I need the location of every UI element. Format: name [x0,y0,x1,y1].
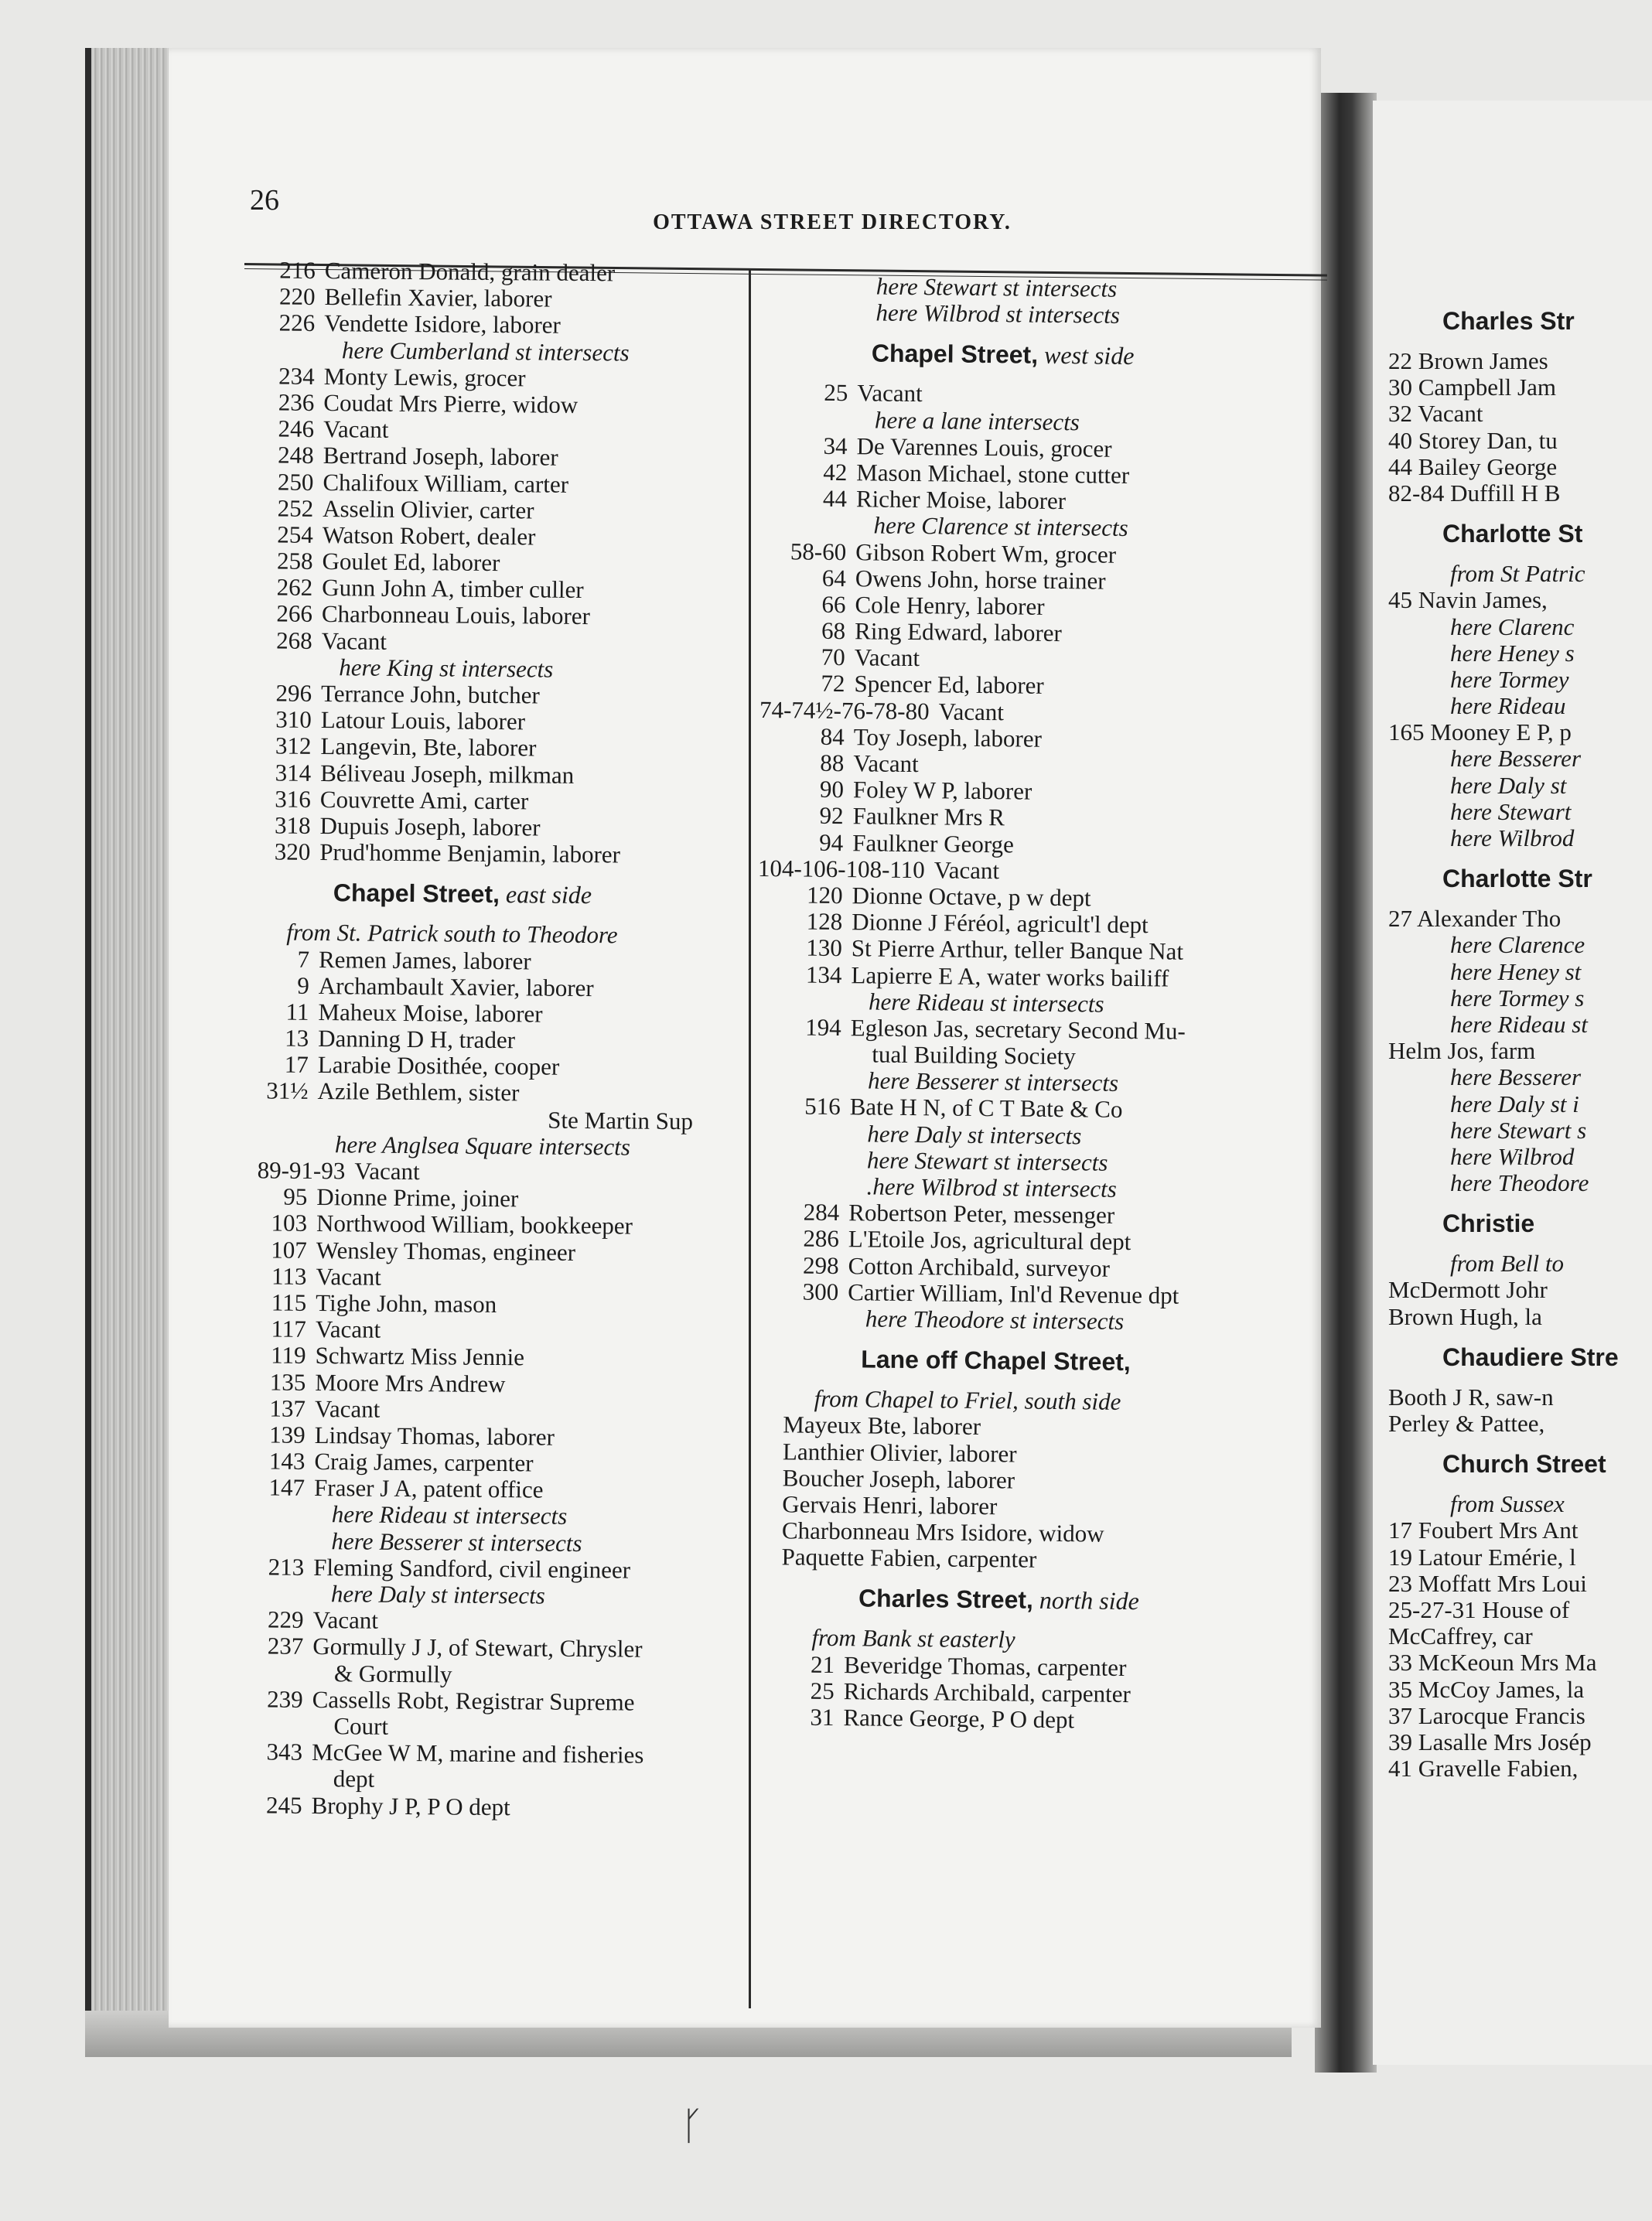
resident-name: Terrance John, butcher [320,680,540,709]
intersection-note: here Clarence st intersects [873,511,1128,542]
house-number: 250 [277,468,314,496]
resident-name: Vacant [853,749,919,778]
intersection-note: from Sussex [1450,1490,1565,1518]
entry-continuation: tual Building Society [872,1040,1077,1070]
street-range: from Chapel to Friel, south side [814,1384,1121,1416]
house-number: 25 [810,1677,835,1704]
directory-entry [225,838,736,869]
house-number: 119 [271,1341,306,1370]
intersection-note: here Besserer st intersects [867,1066,1119,1097]
intersection-note: from Bell to [1450,1250,1564,1278]
street-title: Lane off Chapel Street, [861,1345,1131,1377]
intersection-note: here Rideau [1450,692,1566,720]
house-number: 194 [805,1013,841,1041]
house-number: 254 [277,520,314,548]
resident-name: Lapierre E A, water works bailiff [851,960,1169,992]
street-heading: Christie [1442,1209,1535,1238]
resident-name: De Varennes Louis, grocer [856,432,1112,462]
intersection-note: .here Wilbrod st intersects [866,1172,1117,1203]
directory-entry [217,1738,728,1769]
house-number: 92 [819,802,844,830]
street-heading: Church Street [1442,1450,1606,1479]
house-number: 89-91-93 [257,1156,346,1185]
street-heading: Charles Str [1442,307,1575,335]
resident-name: Vacant [934,856,1000,884]
resident-name: Archambault Xavier, laborer [318,971,594,1001]
resident-name: Vacant [321,626,387,655]
house-number: 9 [297,971,309,999]
intersection-note: here Wilbrod st intersects [875,299,1121,329]
resident-name: Fraser J A, patent office [313,1474,544,1503]
directory-entry [220,1474,730,1505]
street-title: Chapel Street, [871,339,1039,370]
directory-entry: Mayeux Bte, laborer [783,1411,981,1441]
house-number: 139 [269,1421,305,1448]
resident-name: Wensley Thomas, engineer [316,1236,576,1266]
house-number: 262 [276,573,313,602]
resident-name: Spencer Ed, laborer [854,670,1044,700]
resident-name: L'Etoile Jos, agricultural dept [848,1225,1131,1256]
house-number: 103 [271,1209,308,1237]
house-number: 128 [806,907,843,936]
street-range: from Bank st easterly [811,1624,1015,1653]
house-number: 107 [271,1236,307,1264]
resident-name: Vacant [854,643,920,672]
intersection-note: here Theodore st intersects [865,1305,1125,1335]
intersection-note: from St Patric [1450,560,1585,588]
resident-name: Danning D H, trader [318,1025,516,1054]
house-number: 239 [267,1685,303,1713]
house-number: 237 [267,1632,304,1660]
house-number: 226 [278,309,316,337]
house-number: 266 [276,599,313,628]
street-side: west side [1037,341,1135,370]
resident-name: Gibson Robert Wm, grocer [855,537,1117,568]
house-number: 310 [275,705,312,734]
directory-entry: Perley & Pattee, [1388,1410,1545,1437]
intersection-note: here Clarenc [1450,612,1575,640]
house-number: 312 [275,732,312,760]
resident-name: Vacant [323,415,389,443]
house-number: 234 [278,362,315,390]
left-page [169,48,1321,2028]
intersection-note: here Stewart st intersects [866,1146,1108,1176]
resident-name: Vacant [316,1262,381,1291]
house-number: 316 [275,785,312,813]
directory-entry: 82-84 Duffill H B [1388,479,1561,507]
house-number: 34 [823,432,848,459]
right-page [1373,101,1652,2065]
street-heading [225,865,736,923]
directory-entry [749,1704,1336,1736]
entry-continuation: dept [333,1765,375,1793]
directory-entry [219,1554,729,1585]
house-number: 104-106-108-110 [757,854,925,883]
house-number: 95 [283,1182,308,1211]
resident-name: Egleson Jas, secretary Second Mu- [850,1014,1186,1045]
house-number: 268 [276,626,312,654]
house-number: 320 [274,838,311,866]
directory-entry: 35 McCoy James, la [1388,1675,1585,1703]
directory-entry [217,1791,727,1822]
resident-name: Bertrand Joseph, laborer [323,442,558,472]
house-number: 298 [802,1251,839,1279]
directory-entry: Booth J R, saw-n [1388,1383,1554,1411]
intersection-note: here Stewart st intersects [875,272,1118,302]
house-number: 21 [810,1650,835,1678]
street-heading [763,325,1352,385]
house-number: 31½ [266,1076,309,1105]
directory-entry: 30 Campbell Jam [1388,374,1556,401]
street-title: Charles Street, [858,1584,1034,1615]
intersection-note: here Heney s [1450,639,1575,667]
directory-entry [218,1686,729,1717]
house-number: 88 [820,749,845,777]
street-title: Chapel Street, [333,879,500,909]
resident-name: Fleming Sandford, civil engineer [313,1553,631,1584]
house-number: 134 [805,960,842,988]
running-title: OTTAWA STREET DIRECTORY. [653,210,1012,234]
resident-name: Vacant [315,1315,381,1343]
intersection-note: here Besserer [1450,1063,1582,1091]
house-number: 74-74½-76-78-80 [759,695,930,725]
house-number: 94 [819,828,844,856]
intersection-note: here Anglsea Square intersects [334,1131,631,1161]
house-number: 115 [271,1288,307,1316]
street-side: north side [1032,1586,1139,1615]
directory-entry: 37 Larocque Francis [1388,1701,1585,1729]
house-number: 90 [819,775,845,803]
resident-name: Richards Archibald, carpenter [843,1677,1131,1708]
intersection-note: here Cumberland st intersects [341,336,630,367]
resident-name: Mason Michael, stone cutter [856,459,1130,489]
resident-name: Ring Edward, laborer [854,617,1063,647]
resident-name: Dionne Prime, joiner [316,1183,519,1213]
resident-name: Vendette Isidore, laborer [324,309,561,339]
resident-name: Faulkner George [852,828,1015,858]
intersection-note: here Daly st [1450,771,1567,799]
house-number: 245 [265,1790,302,1819]
house-number: 258 [276,547,313,575]
resident-name: Brophy J P, P O dept [311,1791,510,1820]
resident-name: McGee W M, marine and fisheries [311,1738,644,1769]
page-number: 26 [250,184,279,217]
middle-column [749,272,1352,1736]
resident-name: Dionne J Féréol, agricult'l dept [852,908,1149,939]
resident-name: Maheux Moise, laborer [318,998,543,1028]
resident-name: Northwood William, bookkeeper [316,1209,633,1240]
resident-name: Beveridge Thomas, carpenter [843,1650,1127,1681]
intersection-note: here Rideau st [1450,1010,1588,1038]
house-number: 44 [822,484,848,513]
house-number: 216 [279,256,316,284]
house-number: 130 [806,933,843,962]
directory-entry: 41 Gravelle Fabien, [1388,1755,1579,1783]
street-side: east side [499,880,592,909]
house-number: 252 [277,494,314,522]
directory-entry: Helm Jos, farm [1388,1037,1536,1065]
house-number: 120 [806,881,843,909]
scan-mark-icon: ᚴ [681,2103,704,2148]
house-number: 318 [274,811,311,839]
directory-entry [223,1077,733,1108]
left-column [217,257,741,1822]
resident-name: Langevin, Bte, laborer [320,732,537,762]
house-number: 284 [803,1198,840,1226]
intersection-note: here Wilbrod [1450,1142,1575,1170]
intersection-note: here Daly st intersects [330,1580,545,1609]
house-number: 236 [278,388,315,416]
intersection-note: here Besserer st intersects [331,1527,582,1557]
directory-entry: Charbonneau Mrs Isidore, widow [781,1516,1104,1547]
street-heading [753,1331,1341,1391]
directory-entry: 32 Vacant [1388,400,1483,428]
resident-name: Coudat Mrs Pierre, widow [323,388,579,418]
directory-entry: 19 Latour Emérie, l [1388,1543,1576,1571]
directory-entry: Brown Hugh, la [1388,1302,1542,1330]
street-heading [750,1570,1339,1630]
directory-entry: Paquette Fabien, carpenter [781,1543,1037,1574]
intersection-note: here Heney st [1450,957,1582,985]
resident-name: Béliveau Joseph, milkman [320,759,575,789]
house-number: 296 [275,679,312,707]
resident-name: Dionne Octave, p w dept [852,882,1091,912]
intersection-note: here Rideau st intersects [868,988,1104,1018]
resident-name: Faulkner Mrs R [852,802,1005,831]
house-number: 300 [802,1278,839,1305]
resident-name: Moore Mrs Andrew [315,1368,506,1397]
resident-name: Charbonneau Louis, laborer [321,600,591,630]
house-number: 113 [271,1262,307,1290]
house-number: 147 [268,1473,305,1502]
resident-name: Larabie Dosithée, cooper [317,1051,560,1081]
resident-name: Vacant [938,698,1005,725]
directory-entry: 23 Moffatt Mrs Loui [1388,1569,1587,1597]
directory-entry [230,309,740,340]
directory-entry: Boucher Joseph, laborer [782,1464,1015,1494]
directory-entry: 45 Navin James, [1388,586,1548,614]
resident-name: Cameron Donald, grain dealer [324,257,616,287]
resident-name: Dupuis Joseph, laborer [319,811,541,841]
intersection-note: here Tormey [1450,665,1569,693]
resident-name: Gormully J J, of Stewart, Chrysler [312,1632,643,1663]
resident-name: Watson Robert, dealer [322,520,536,551]
house-number: 314 [275,759,312,786]
house-number: 220 [278,282,316,311]
house-number: 137 [269,1394,306,1422]
intersection-note: here a lane intersects [874,406,1080,435]
entry-continuation: Ste Martin Sup [548,1106,694,1134]
resident-name: Vacant [312,1606,379,1634]
intersection-note: here Theodore [1450,1169,1589,1197]
resident-name: Foley W P, laborer [852,776,1032,805]
house-number: 11 [285,998,309,1025]
street-heading: Chaudiere Stre [1442,1342,1619,1371]
directory-entry: 25-27-31 House of [1388,1595,1570,1623]
resident-name: Gunn John A, timber culler [322,574,584,604]
resident-name: Bate H N, of C T Bate & Co [849,1093,1123,1124]
resident-name: Lindsay Thomas, laborer [314,1421,555,1451]
directory-entry: 165 Mooney E P, p [1388,718,1572,746]
intersection-note: here Rideau st intersects [331,1500,568,1530]
resident-name: Tighe John, mason [316,1288,497,1318]
directory-entry: Lanthier Olivier, laborer [782,1437,1017,1468]
intersection-note: here King st intersects [339,653,554,683]
resident-name: Monty Lewis, grocer [323,362,526,392]
house-number: 64 [821,564,847,592]
resident-name: Craig James, carpenter [314,1448,534,1477]
directory-entry [227,627,738,658]
resident-name: Schwartz Miss Jennie [315,1342,525,1371]
directory-entry: McDermott Johr [1388,1276,1548,1304]
house-number: 68 [821,616,846,645]
house-number: 143 [268,1447,305,1475]
resident-name: Cartier William, Inl'd Revenue dpt [848,1278,1179,1309]
resident-name: Vacant [354,1157,420,1186]
directory-entry: Gervais Henri, laborer [782,1490,998,1520]
resident-name: Cotton Archibald, surveyor [848,1251,1111,1282]
resident-name: Richer Moise, laborer [855,485,1067,515]
house-number: 84 [820,722,845,750]
house-number: 72 [821,670,845,698]
resident-name: Cassells Robt, Registrar Supreme [312,1685,635,1716]
entry-continuation: & Gormully [333,1659,452,1688]
right-page-column [1388,294,1652,1782]
directory-entry: 33 McKeoun Mrs Ma [1388,1649,1597,1677]
street-range: from St. Patrick south to Theodore [286,918,618,949]
intersection-note: here Clarence [1450,931,1585,959]
street-heading: Charlotte St [1442,520,1583,548]
house-number: 343 [266,1738,303,1766]
house-number: 246 [278,415,315,443]
resident-name: Vacant [857,379,923,408]
house-number: 117 [271,1315,307,1343]
resident-name: Owens John, horse trainer [855,564,1106,595]
street-heading: Charlotte Str [1442,865,1592,893]
column-divider [749,268,751,2008]
intersection-note: here Daly st intersects [867,1120,1082,1149]
house-number: 13 [285,1024,309,1052]
intersection-note: here Stewart s [1450,1116,1587,1144]
resident-name: Remen James, laborer [318,945,531,974]
house-number: 7 [297,945,310,973]
house-number: 248 [278,441,314,469]
resident-name: Chalifoux William, carter [323,468,569,498]
intersection-note: here Wilbrod [1450,824,1575,851]
directory-entry: 39 Lasalle Mrs Josép [1388,1728,1592,1755]
directory-entry: 27 Alexander Tho [1388,905,1562,933]
book-page-edges [85,48,176,2035]
house-number: 66 [821,590,846,619]
house-number: 229 [267,1605,304,1634]
house-number: 42 [823,458,848,486]
resident-name: Goulet Ed, laborer [322,548,500,577]
resident-name: Vacant [314,1394,381,1423]
resident-name: Robertson Peter, messenger [848,1199,1115,1229]
directory-entry: McCaffrey, car [1388,1622,1533,1650]
intersection-note: here Stewart [1450,797,1572,825]
house-number: 213 [268,1553,305,1581]
house-number: 31 [810,1703,835,1731]
house-number: 70 [821,643,845,671]
directory-entry: 40 Storey Dan, tu [1388,426,1558,454]
resident-name: Asselin Olivier, carter [323,494,534,524]
house-number: 135 [269,1367,306,1396]
intersection-note: here Besserer [1450,745,1582,773]
intersection-note: here Tormey s [1450,984,1585,1012]
resident-name: Toy Joseph, laborer [853,723,1043,752]
directory-entry [218,1632,729,1663]
resident-name: Prud'homme Benjamin, laborer [319,838,621,868]
entry-continuation: Court [333,1712,389,1740]
resident-name: Bellefin Xavier, laborer [324,283,552,312]
house-number: 516 [804,1093,841,1121]
directory-entry: 44 Bailey George [1388,452,1558,480]
intersection-note: here Daly st i [1450,1090,1579,1117]
resident-name: Latour Louis, laborer [320,706,526,735]
resident-name: St Pierre Arthur, teller Banque Nat [851,934,1184,966]
resident-name: Azile Bethlem, sister [317,1077,520,1107]
directory-entry: 17 Foubert Mrs Ant [1388,1516,1579,1544]
resident-name: Rance George, P O dept [843,1704,1075,1734]
house-number: 25 [824,379,848,407]
resident-name: Couvrette Ami, carter [319,785,529,815]
directory-entry: 22 Brown James [1388,347,1548,374]
house-number: 58-60 [790,537,847,565]
house-number: 17 [284,1050,309,1079]
resident-name: Cole Henry, laborer [855,591,1045,620]
house-number: 286 [803,1224,840,1253]
